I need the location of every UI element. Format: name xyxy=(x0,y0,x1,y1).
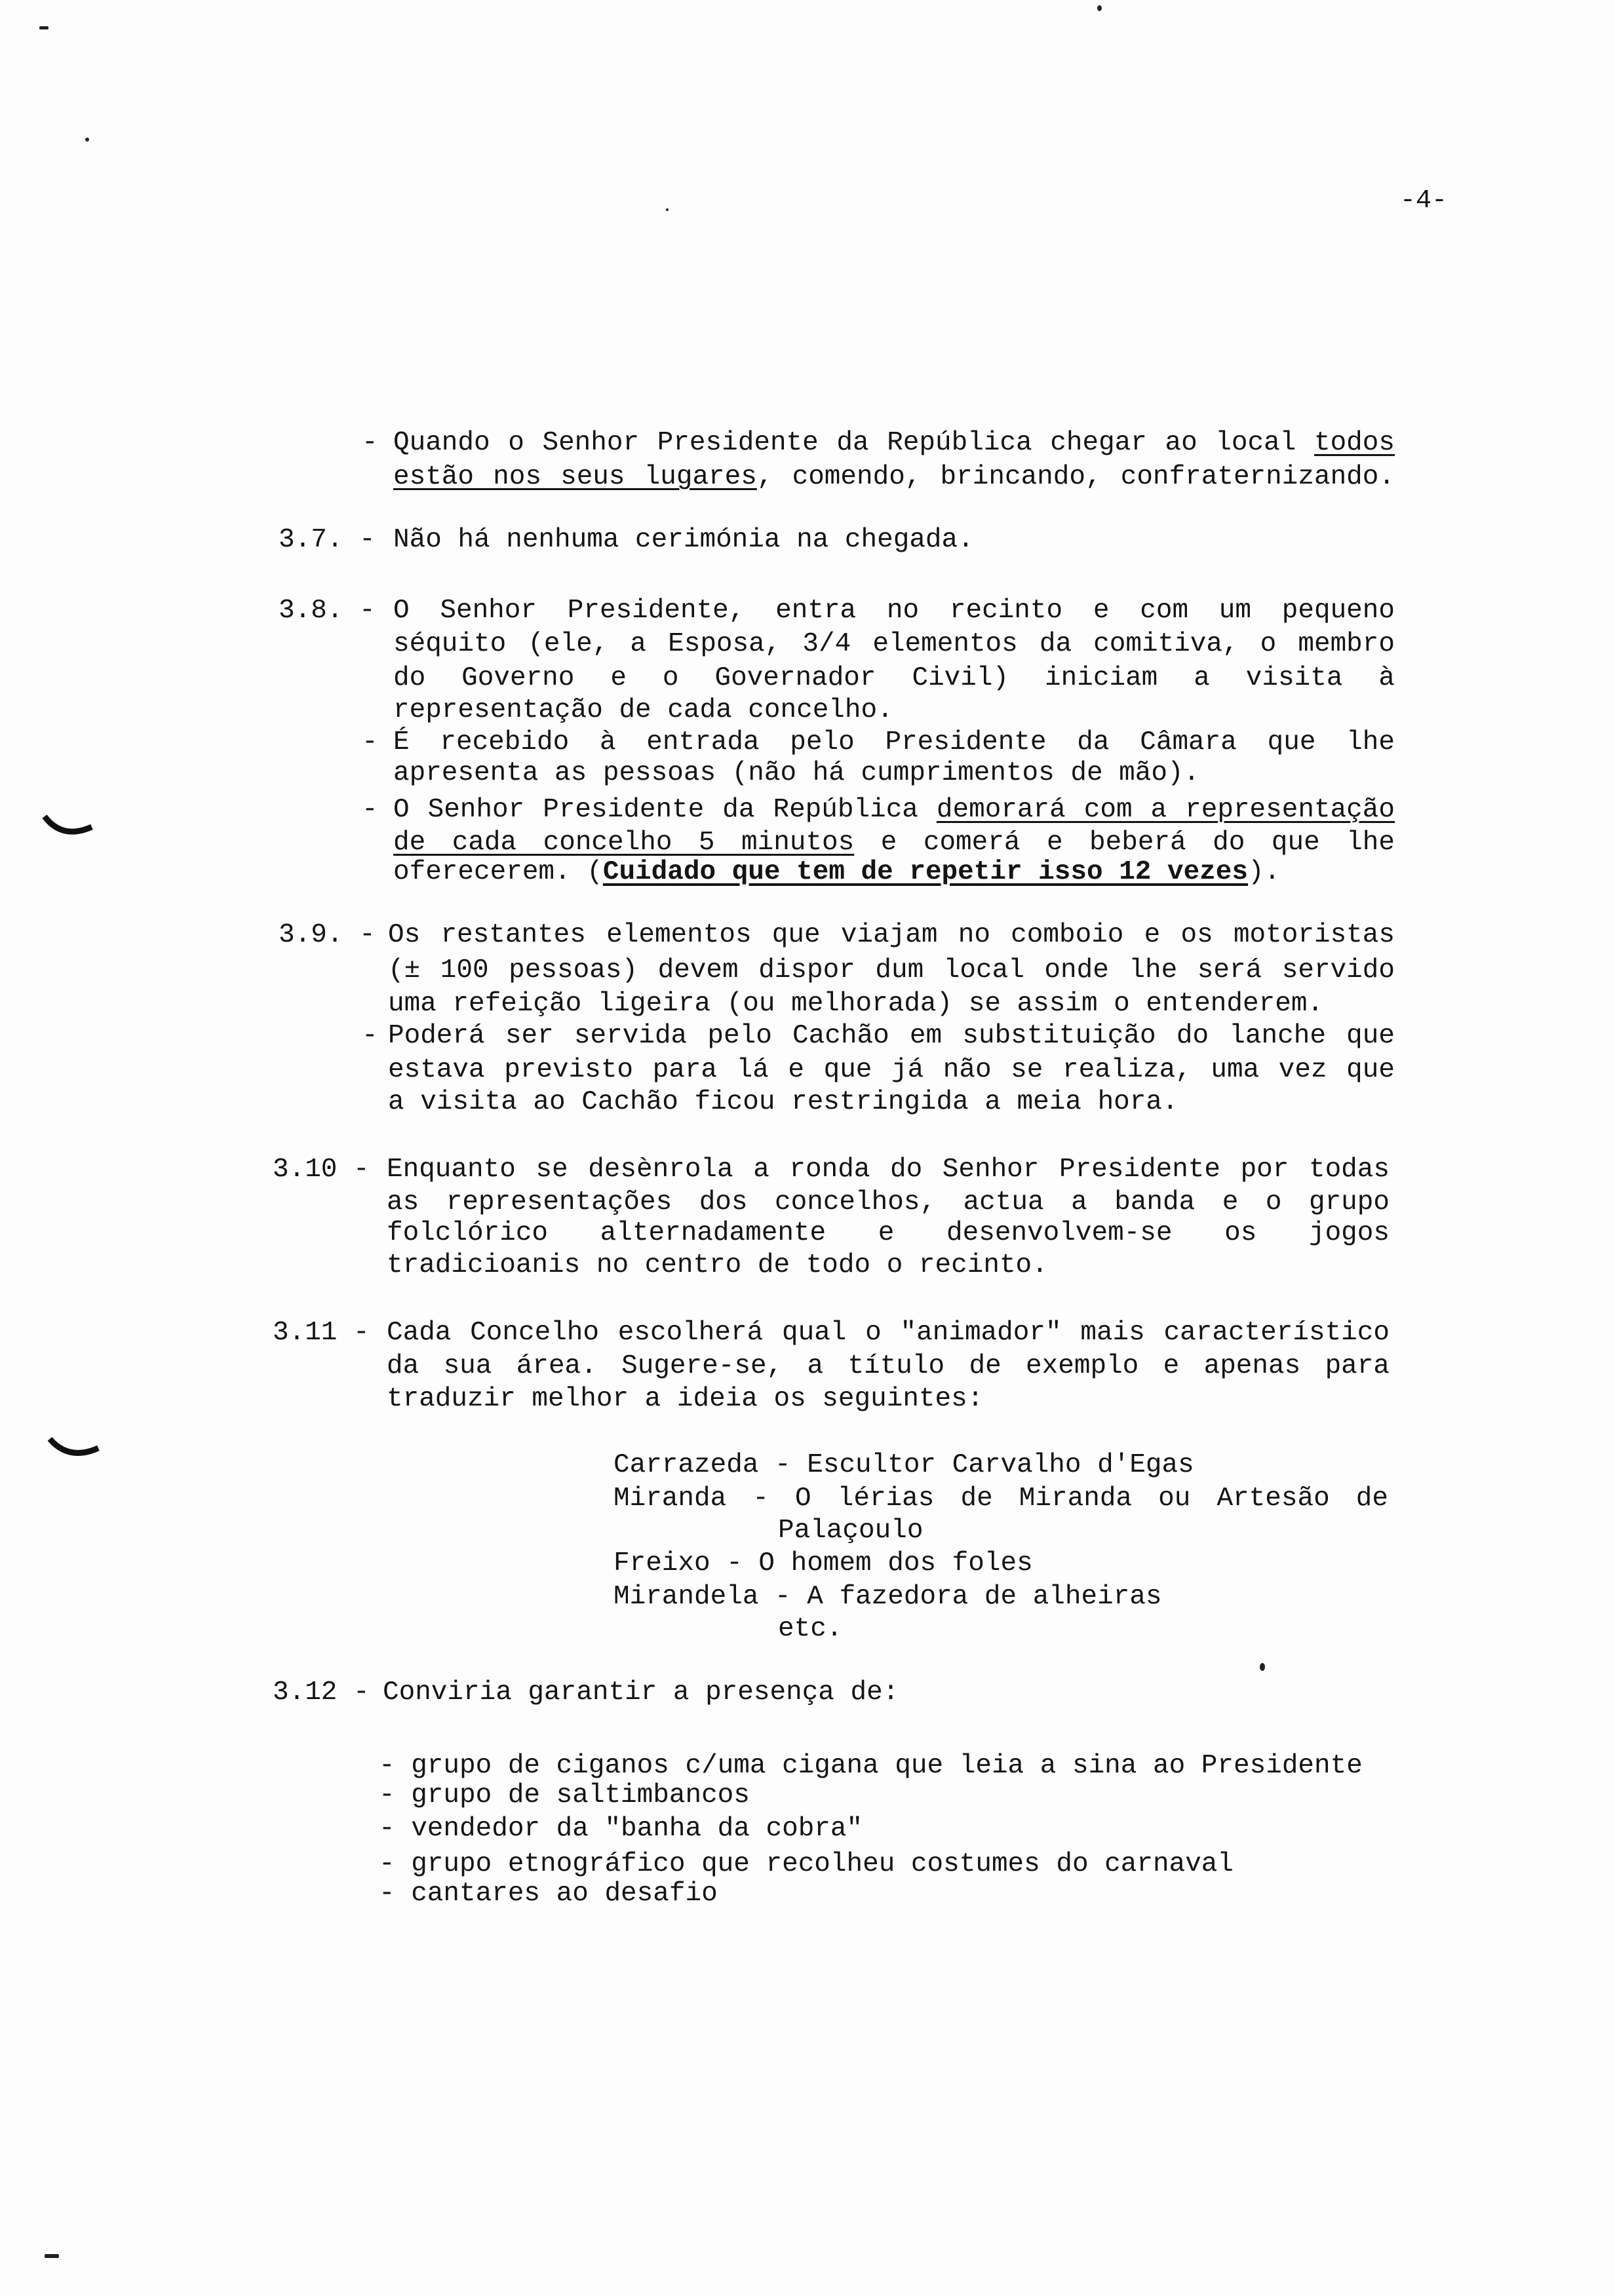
text-segment: Poderá ser servida pelo Cachão em substituição do lanche que xyxy=(388,1021,1395,1051)
text-segment: O Senhor Presidente, entra no recinto e com um pequeno xyxy=(393,596,1395,626)
text-segment: tradicioanis no centro de todo o recinto. xyxy=(387,1250,1048,1280)
text-segment: séquito (ele, a Esposa, 3/4 elementos da comitiva, o membro xyxy=(393,629,1395,659)
text-line xyxy=(388,919,1395,951)
section-number: 3.8. - xyxy=(279,596,376,626)
text-segment: da sua área. Sugere-se, a título de exemplo e apenas para xyxy=(387,1351,1390,1381)
text-line xyxy=(387,1217,1390,1250)
text-segment: - cantares ao desafio xyxy=(379,1879,718,1909)
scan-speck xyxy=(666,208,669,211)
text-segment: a visita ao Cachão ficou restringida a meia hora. xyxy=(388,1087,1178,1117)
text-line xyxy=(387,1316,1390,1349)
text-segment: folclórico alternadamente e desenvolvem-se os jogos xyxy=(387,1218,1390,1248)
scan-speck xyxy=(1260,1663,1265,1671)
text-line xyxy=(393,826,1395,859)
text-line xyxy=(393,594,1395,627)
text-segment: (± 100 pessoas) devem dispor dum local onde lhe será servido xyxy=(388,955,1395,985)
section-number: 3.12 - xyxy=(273,1677,370,1708)
text-line xyxy=(388,1054,1395,1086)
text-segment: Os restantes elementos que viajam no comboio e os motoristas xyxy=(388,920,1395,950)
text-line xyxy=(393,662,1395,695)
text-line xyxy=(383,1676,899,1709)
emphasized-text: todos xyxy=(1313,428,1395,458)
bullet-dash: - xyxy=(362,1021,378,1051)
text-segment: Mirandela - A fazedora de alheiras xyxy=(613,1582,1162,1612)
scan-mark-icon xyxy=(46,1435,105,1468)
text-segment: É recebido à entrada pelo Presidente da Câmara que lhe xyxy=(393,727,1395,757)
scan-mark-icon xyxy=(39,813,98,845)
text-line xyxy=(393,726,1395,759)
section-number: 3.11 - xyxy=(273,1318,370,1348)
text-line xyxy=(393,524,974,556)
text-line xyxy=(613,1482,1388,1515)
emphasized-text: estão nos seus lugares xyxy=(393,462,757,492)
text-line xyxy=(387,1153,1390,1186)
text-segment: do Governo e o Governador Civil) iniciam a visita à xyxy=(393,663,1395,693)
text-segment: Conviria garantir a presença de: xyxy=(383,1677,899,1708)
text-segment: apresenta as pessoas (não há cumprimentos de mão). xyxy=(393,758,1200,788)
bullet-dash: - xyxy=(362,795,378,825)
section-number: 3.7. - xyxy=(279,525,376,555)
emphasized-text: de cada concelho 5 minutos xyxy=(393,828,855,858)
text-line xyxy=(393,461,1395,493)
text-segment: ). xyxy=(1248,857,1281,887)
text-segment: estava previsto para lá e que já não se realiza, uma vez que xyxy=(388,1055,1395,1085)
text-line xyxy=(387,1186,1390,1219)
text-line xyxy=(379,1877,718,1910)
scan-speck xyxy=(1097,5,1102,11)
section-number: 3.9. - xyxy=(279,920,376,950)
text-line xyxy=(388,987,1323,1020)
text-line xyxy=(778,1613,842,1645)
text-line xyxy=(387,1249,1048,1282)
text-segment: oferecerem. ( xyxy=(393,857,603,887)
text-segment: O Senhor Presidente da República xyxy=(393,795,937,825)
text-segment: - grupo de saltimbancos xyxy=(379,1780,750,1810)
section-number: 3.10 - xyxy=(273,1155,370,1185)
text-line xyxy=(387,1383,983,1415)
text-segment: - vendedor da "banha da cobra" xyxy=(379,1814,863,1844)
text-segment: Freixo - O homem dos foles xyxy=(613,1548,1033,1578)
text-line xyxy=(379,1750,1363,1782)
text-line xyxy=(388,1086,1178,1119)
scan-speck xyxy=(39,26,49,29)
text-segment: Palaçoulo xyxy=(778,1516,924,1546)
text-line xyxy=(387,1350,1390,1383)
text-segment: as representações dos concelhos, actua a banda e o grupo xyxy=(387,1187,1390,1217)
text-line xyxy=(388,1020,1395,1052)
bullet-dash: - xyxy=(362,428,378,458)
bullet-dash: - xyxy=(362,727,378,757)
text-segment: - grupo etnográfico que recolheu costumes do carnaval xyxy=(379,1849,1234,1879)
text-line xyxy=(379,1779,750,1812)
text-line xyxy=(393,694,893,727)
text-line xyxy=(393,427,1395,459)
text-line xyxy=(613,1449,1194,1482)
text-line xyxy=(379,1812,863,1845)
emphasized-text: demorará com a representação xyxy=(936,795,1395,825)
text-segment: Cada Concelho escolherá qual o "animador" mais característico xyxy=(387,1318,1390,1348)
scan-speck xyxy=(85,138,89,142)
text-line xyxy=(379,1848,1234,1881)
text-segment: e comerá e beberá do que lhe xyxy=(854,828,1395,858)
text-segment: uma refeição ligeira (ou melhorada) se assim o entenderem. xyxy=(388,989,1324,1019)
emphasized-text: Cuidado que tem de repetir isso 12 vezes xyxy=(602,857,1249,887)
text-segment: Não há nenhuma cerimónia na chegada. xyxy=(393,525,974,555)
text-segment: Miranda - O lérias de Miranda ou Artesão de xyxy=(613,1483,1388,1514)
text-segment: representação de cada concelho. xyxy=(393,695,893,725)
page-number: -4- xyxy=(1400,186,1448,216)
text-line xyxy=(393,757,1199,790)
text-line xyxy=(393,856,1280,889)
text-line xyxy=(393,628,1395,660)
text-line xyxy=(613,1547,1033,1580)
text-segment: traduzir melhor a ideia os seguintes: xyxy=(387,1384,984,1414)
text-segment: Enquanto se desènrola a ronda do Senhor Presidente por todas xyxy=(387,1155,1390,1185)
text-segment: Quando o Senhor Presidente da República chegar ao local xyxy=(393,428,1314,458)
text-line xyxy=(778,1514,923,1547)
text-segment: - grupo de ciganos c/uma cigana que leia a sina ao Presidente xyxy=(379,1751,1363,1781)
text-segment: Carrazeda - Escultor Carvalho d'Egas xyxy=(613,1450,1194,1480)
text-line xyxy=(393,794,1395,826)
text-segment: etc. xyxy=(778,1614,843,1644)
text-line xyxy=(613,1580,1162,1613)
text-line xyxy=(388,954,1395,987)
text-segment: , comendo, brincando, confraternizando. xyxy=(756,462,1395,492)
scan-speck xyxy=(45,2254,59,2258)
